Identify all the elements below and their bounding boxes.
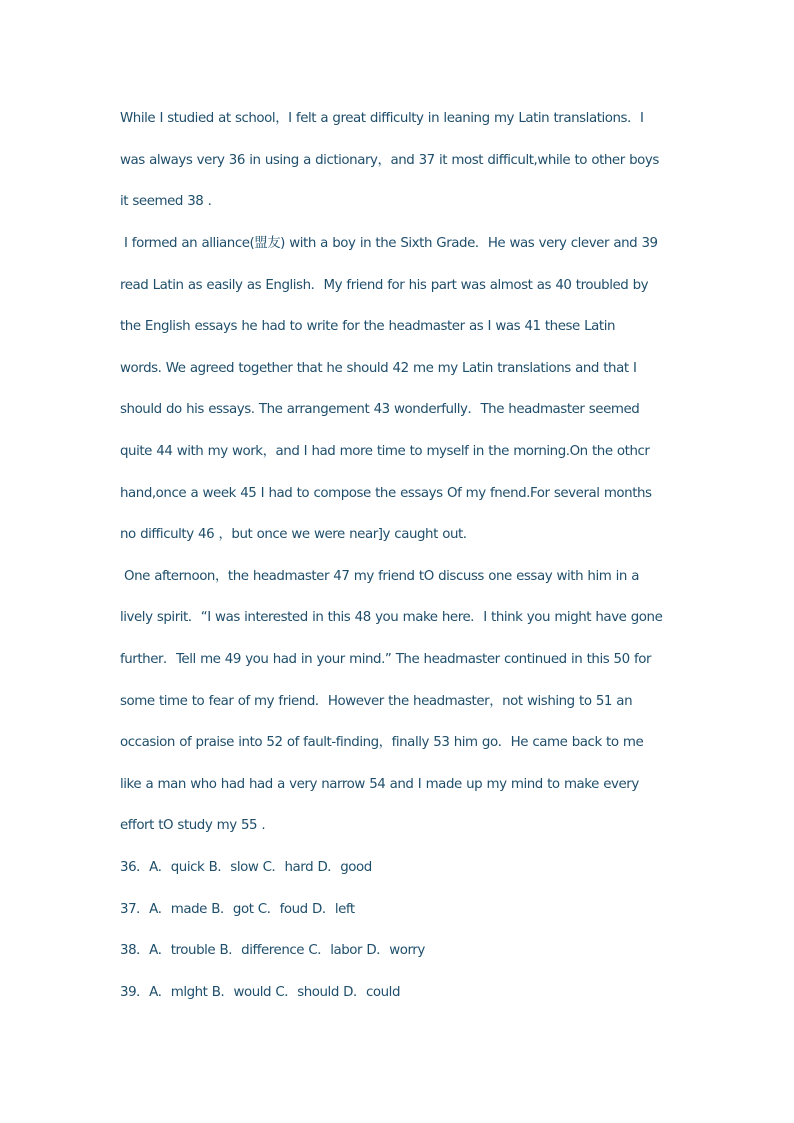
passage-line: like a man who had had a very narrow 54 and I made up my mind to make every: [120, 777, 639, 792]
passage-line: read Latin as easily as English．My friend for his part was almost as 40 troubled by: [120, 278, 649, 293]
passage-line: it seemed 38 .: [120, 194, 212, 209]
passage-line: One afternoon，the headmaster 47 my friend tO discuss one essay with him in a: [124, 569, 639, 584]
passage-line: occasion of praise into 52 of fault-finding，finally 53 him go．He came back to me: [120, 735, 644, 750]
passage-line: the English essays he had to write for the headmaster as I was 41 these Latin: [120, 319, 616, 334]
question-36: 36．A．quick B．slow C．hard D．good: [120, 860, 372, 875]
question-38: 38．A．trouble B．difference C．labor D．worry: [120, 943, 425, 958]
passage-line: some time to fear of my friend．However the headmaster，not wishing to 51 an: [120, 694, 633, 709]
passage-line: quite 44 with my work，and I had more time to myself in the morning.On the othcr: [120, 444, 650, 459]
passage-line: effort tO study my 55 .: [120, 818, 266, 833]
passage-line: lively spirit．“I was interested in this 48 you make here．I think you might have gone: [120, 610, 663, 625]
passage-line: no difficulty 46 ，but once we were near]y caught out.: [120, 527, 467, 542]
passage-line: I formed an alliance(盟友) with a boy in the Sixth Grade．He was very clever and 39: [124, 236, 658, 251]
passage-line: should do his essays. The arrangement 43 wonderfully．The headmaster seemed: [120, 402, 640, 417]
passage-line: While I studied at school，I felt a great difficulty in leaning my Latin translations．I: [120, 111, 644, 126]
passage-line: was always very 36 in using a dictionary，and 37 it most difficult,while to other boys: [120, 153, 659, 168]
passage-line: hand,once a week 45 I had to compose the essays Of my fnend.For several months: [120, 486, 652, 501]
passage-line: words. We agreed together that he should 42 me my Latin translations and that I: [120, 361, 637, 376]
question-37: 37．A．made B．got C．foud D．left: [120, 902, 355, 917]
question-39: 39．A．mlght B．would C．should D．could: [120, 985, 400, 1000]
passage-line: further．Tell me 49 you had in your mind.” The headmaster continued in this 50 for: [120, 652, 652, 667]
